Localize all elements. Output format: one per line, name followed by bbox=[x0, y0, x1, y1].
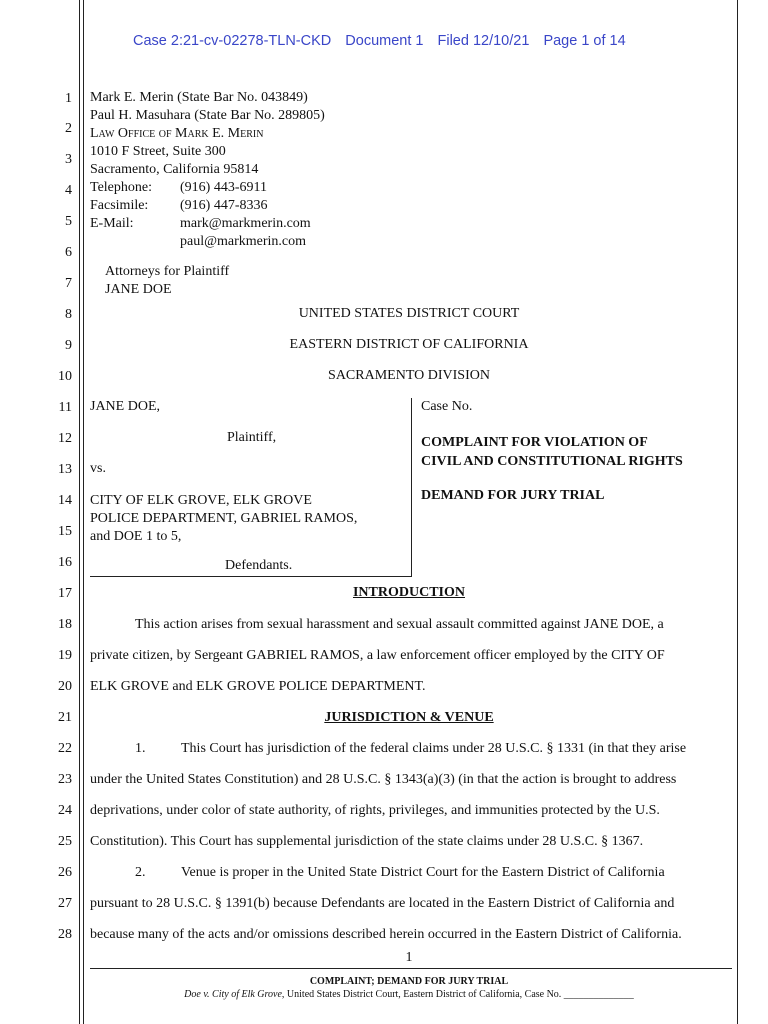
paragraph-2-line-3: because many of the acts and/or omissions described herein occurred in the Eastern District of California. bbox=[90, 927, 682, 942]
intro-line-2: private citizen, by Sergeant GABRIEL RAMOS, a law enforcement officer employed by the CITY OF bbox=[90, 648, 665, 663]
defendants-names bbox=[90, 492, 357, 546]
paragraph-1-line-3: deprivations, under color of state authority, of rights, privileges, and immunities protected by the U.S. bbox=[90, 803, 660, 818]
line-number: 1 bbox=[65, 91, 72, 106]
line-number: 12 bbox=[58, 431, 72, 446]
line-number: 17 bbox=[58, 586, 72, 601]
attorneys-for-block bbox=[105, 263, 229, 299]
paragraph-1-line-1: This Court has jurisdiction of the federal claims under 28 U.S.C. § 1331 (in that they arise bbox=[181, 741, 687, 756]
versus: vs. bbox=[90, 461, 106, 476]
email-2[interactable]: paul@markmerin.com bbox=[180, 234, 307, 249]
jury-demand: DEMAND FOR JURY TRIAL bbox=[421, 488, 605, 503]
counsel-line-1: Mark E. Merin (State Bar No. 043849) bbox=[90, 90, 308, 105]
page-indicator: Page 1 of 14 bbox=[543, 33, 626, 49]
paragraph-2-number: 2. bbox=[135, 865, 146, 880]
footer-title: COMPLAINT; DEMAND FOR JURY TRIAL bbox=[309, 976, 509, 987]
telephone-line bbox=[90, 179, 325, 197]
paragraph-1-line-2: under the United States Constitution) and 28 U.S.C. § 1343(a)(3) (in that the action is brought to address bbox=[90, 772, 677, 787]
complaint-title-line-2: CIVIL AND CONSTITUTIONAL RIGHTS bbox=[421, 454, 683, 469]
footer-case-details: , United States District Court, Eastern District of California, Case No. ______________ bbox=[281, 989, 634, 1000]
line-number: 18 bbox=[58, 617, 72, 632]
fax-label: Facsimile: bbox=[90, 198, 149, 213]
line-number: 5 bbox=[65, 214, 72, 229]
counsel-block bbox=[90, 89, 325, 251]
paragraph-2-line-1: Venue is proper in the United State District Court for the Eastern District of California bbox=[181, 865, 665, 880]
counsel-line-2: Paul H. Masuhara (State Bar No. 289805) bbox=[90, 108, 325, 123]
paragraph-2-line-2: pursuant to 28 U.S.C. § 1391(b) because Defendants are located in the Eastern District of California and bbox=[90, 896, 675, 911]
client-name: JANE DOE bbox=[105, 282, 172, 297]
court-district: EASTERN DISTRICT OF CALIFORNIA bbox=[289, 337, 529, 352]
line-number: 20 bbox=[58, 679, 72, 694]
line-number: 15 bbox=[58, 524, 72, 539]
line-number: 24 bbox=[58, 803, 72, 818]
street-address: 1010 F Street, Suite 300 bbox=[90, 144, 226, 159]
paragraph-1-number: 1. bbox=[135, 741, 146, 756]
email-1[interactable]: mark@markmerin.com bbox=[180, 216, 311, 231]
line-number: 22 bbox=[58, 741, 72, 756]
line-number: 2 bbox=[65, 121, 72, 136]
email-label: E-Mail: bbox=[90, 216, 134, 231]
defendants-line-2: POLICE DEPARTMENT, GABRIEL RAMOS, bbox=[90, 511, 358, 526]
defendants-line-3: and DOE 1 to 5, bbox=[90, 529, 182, 544]
plaintiff-name: JANE DOE, bbox=[90, 399, 160, 414]
line-number: 7 bbox=[65, 276, 72, 291]
court-division: SACRAMENTO DIVISION bbox=[328, 368, 490, 383]
line-number: 21 bbox=[58, 710, 72, 725]
email-line-2 bbox=[90, 233, 325, 251]
left-margin-rule-inner bbox=[83, 0, 84, 1024]
line-number: 6 bbox=[65, 245, 72, 260]
telephone-number: (916) 443-6911 bbox=[180, 180, 267, 195]
attorneys-for: Attorneys for Plaintiff bbox=[105, 264, 230, 279]
complaint-title bbox=[421, 433, 683, 471]
jurisdiction-heading: JURISDICTION & VENUE bbox=[324, 710, 494, 725]
right-margin-rule bbox=[737, 0, 738, 1024]
footer-case-caption: Doe v. City of Elk Grove bbox=[184, 989, 282, 1000]
email-line bbox=[90, 215, 325, 233]
line-number: 26 bbox=[58, 865, 72, 880]
plaintiff-role: Plaintiff, bbox=[227, 430, 277, 445]
complaint-title-line-1: COMPLAINT FOR VIOLATION OF bbox=[421, 435, 648, 450]
line-number: 19 bbox=[58, 648, 72, 663]
footer-citation bbox=[90, 989, 728, 1000]
footer-rule bbox=[90, 968, 732, 969]
caption-bottom-rule bbox=[90, 576, 412, 577]
line-number: 13 bbox=[58, 462, 72, 477]
introduction-heading: INTRODUCTION bbox=[352, 585, 465, 600]
case-number: Case 2:21-cv-02278-TLN-CKD bbox=[133, 33, 332, 49]
defendants-role: Defendants. bbox=[225, 558, 293, 573]
paragraph-1-line-4: Constitution). This Court has supplemental jurisdiction of the state claims under 28 U.S.C. § 1367. bbox=[90, 834, 644, 849]
law-firm-name: Law Office of Mark E. Merin bbox=[90, 126, 264, 141]
document-number: Document 1 bbox=[345, 33, 424, 49]
line-number: 4 bbox=[65, 183, 72, 198]
case-no-label: Case No. bbox=[421, 399, 473, 414]
intro-line-1: This action arises from sexual harassment and sexual assault committed against JANE DOE, a bbox=[135, 617, 664, 632]
line-number: 27 bbox=[58, 896, 72, 911]
city-address: Sacramento, California 95814 bbox=[90, 162, 259, 177]
caption-divider bbox=[411, 398, 412, 577]
line-number: 3 bbox=[65, 152, 72, 167]
line-number: 16 bbox=[58, 555, 72, 570]
fax-line bbox=[90, 197, 325, 215]
line-number: 10 bbox=[58, 369, 72, 384]
court-name: UNITED STATES DISTRICT COURT bbox=[298, 306, 520, 321]
defendants-line-1: CITY OF ELK GROVE, ELK GROVE bbox=[90, 493, 312, 508]
intro-line-3: ELK GROVE and ELK GROVE POLICE DEPARTMENT. bbox=[90, 679, 426, 694]
line-number: 25 bbox=[58, 834, 72, 849]
filing-header bbox=[133, 33, 636, 49]
left-margin-rule-outer bbox=[79, 0, 80, 1024]
filed-date: Filed 12/10/21 bbox=[437, 33, 530, 49]
line-number: 28 bbox=[58, 927, 72, 942]
line-number: 8 bbox=[65, 307, 72, 322]
telephone-label: Telephone: bbox=[90, 180, 152, 195]
line-number: 14 bbox=[58, 493, 72, 508]
line-number: 11 bbox=[58, 400, 72, 415]
page-number: 1 bbox=[405, 950, 413, 965]
line-number: 9 bbox=[65, 338, 72, 353]
fax-number: (916) 447-8336 bbox=[180, 198, 268, 213]
line-number: 23 bbox=[58, 772, 72, 787]
